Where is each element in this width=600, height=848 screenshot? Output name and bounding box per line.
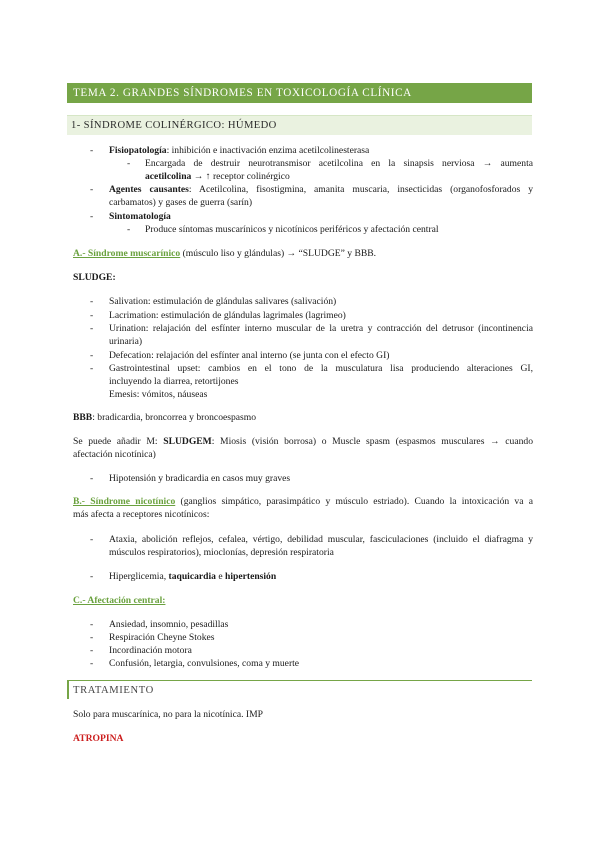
- bullet-dash: -: [90, 534, 94, 545]
- bullet-dash: -: [90, 310, 94, 321]
- muscarinico-heading-line: [73, 247, 533, 260]
- hiperglicemia-item: [109, 570, 533, 583]
- sludge-item-salivation: Salivation: estimulación de glándulas salivares (salivación): [109, 296, 337, 307]
- nicotinico-rest: (ganglios simpático, parasimpático y músculo estriado). Cuando la intoxicación va a: [175, 496, 533, 507]
- acetilcolina-bold: acetilcolina: [145, 171, 192, 182]
- sludge-item-defecation: Defecation: relajación del esfínter anal interno (se junta con el efecto GI): [109, 350, 390, 361]
- sludge-item-urination: Urination: relajación del esfínter interno muscular de la uretra y contracción del detrusor (incontinencia: [109, 323, 533, 334]
- ataxia-line2: músculos respiratorios), mioclonías, depresión respiratoria: [109, 547, 334, 558]
- agentes-text: : Acetilcolina, fisostigmina, amanita muscaria, insecticidas (organofosforados y: [188, 184, 533, 195]
- sub-bullet-dash: -: [127, 158, 131, 169]
- bullet-dash: -: [90, 363, 94, 374]
- bullet-dash: -: [90, 473, 94, 484]
- muscarinico-heading: A.- Síndrome muscarínico: [73, 248, 181, 259]
- receptor-text: → ↑ receptor colinérgico: [191, 171, 290, 182]
- bullet-dash: -: [90, 571, 94, 582]
- fisiopatologia-text: : inhibición e inactivación enzima acetilcolinesterasa: [166, 145, 370, 156]
- nicotinico-heading-line: [73, 495, 533, 508]
- taquicardia-bold: taquicardia: [168, 571, 216, 582]
- sub-bullet-dash: -: [127, 224, 131, 235]
- sludge-item-emesis: Emesis: vómitos, náuseas: [109, 389, 208, 400]
- bullet-dash: -: [90, 619, 94, 630]
- fisiopatologia-sub-line2: [145, 170, 533, 183]
- chapter-title: TEMA 2. GRANDES SÍNDROMES EN TOXICOLOGÍA CLÍNICA: [67, 83, 532, 103]
- sintomatologia-sub: Produce síntomas muscarínicos y nicotínicos periféricos y afectación central: [145, 224, 439, 235]
- nicotinico-heading: B.- Síndrome nicotínico: [73, 496, 176, 507]
- hipertension-bold: hipertensión: [225, 571, 277, 582]
- sludge-item-urination-cont: urinaria): [109, 336, 143, 347]
- hiper-mid: e: [215, 571, 226, 582]
- agentes-line2: carbamatos) y gases de guerra (sarín): [109, 197, 253, 208]
- bullet-dash: -: [90, 658, 94, 669]
- bullet-dash: -: [90, 296, 94, 307]
- sludgem-pre: Se puede añadir M:: [73, 436, 164, 447]
- agentes-label: Agentes causantes: [109, 184, 189, 195]
- atropina-heading: ATROPINA: [73, 733, 124, 744]
- sludge-item-gastrointestinal: Gastrointestinal upset: cambios en el tono de la musculatura lisa produciendo alteraciones GI,: [109, 363, 533, 374]
- sintomatologia-label: Sintomatología: [109, 211, 171, 222]
- bullet-dash: -: [90, 145, 94, 156]
- tratamiento-text: Solo para muscarínica, no para la nicotínica. IMP: [73, 709, 263, 720]
- bullet-dash: -: [90, 645, 94, 656]
- sludgem-line2: afectación nicotínica): [73, 449, 156, 460]
- central-item-respiracion: Respiración Cheyne Stokes: [109, 632, 215, 643]
- sludgem-line1: [73, 435, 533, 448]
- central-item-incordinacion: Incordinación motora: [109, 645, 192, 656]
- fisiopatologia-sub-line1: Encargada de destruir neurotransmisor acetilcolina en la sinapsis nerviosa → aumenta: [145, 158, 533, 169]
- bullet-dash: -: [90, 323, 94, 334]
- section-heading-colinergico: 1- SÍNDROME COLINÉRGICO: HÚMEDO: [67, 115, 532, 135]
- fisiopatologia-label: Fisiopatología: [109, 145, 167, 156]
- central-item-ansiedad: Ansiedad, insomnio, pesadillas: [109, 619, 229, 630]
- agentes-line1: [109, 183, 533, 196]
- bullet-dash: -: [90, 184, 94, 195]
- sludgem-rest: : Miosis (visión borrosa) o Muscle spasm (espasmos musculares → cuando: [211, 436, 533, 447]
- bullet-dash: -: [90, 632, 94, 643]
- bbb-line: [73, 411, 533, 424]
- sludge-title: SLUDGE:: [73, 272, 116, 283]
- central-item-confusion: Confusión, letargia, convulsiones, coma y muerte: [109, 658, 300, 669]
- bbb-label: BBB: [73, 412, 93, 423]
- sludge-item-gastrointestinal-cont: incluyendo la diarrea, retortijones: [109, 376, 239, 387]
- central-heading: C.- Afectación central:: [73, 595, 166, 606]
- tratamiento-heading: TRATAMIENTO: [67, 680, 532, 699]
- sludgem-bold: SLUDGEM: [163, 436, 212, 447]
- nicotinico-line2: más afecta a receptores nicotínicos:: [73, 509, 210, 520]
- bullet-dash: -: [90, 350, 94, 361]
- hipotension-item: Hipotensión y bradicardia en casos muy graves: [109, 473, 291, 484]
- bullet-dash: -: [90, 211, 94, 222]
- hiper-pre: Hiperglicemia,: [109, 571, 169, 582]
- ataxia-line1: Ataxia, abolición reflejos, cefalea, vértigo, debilidad muscular, fasciculaciones (incluido el diafragma y: [109, 534, 533, 545]
- sludge-item-lacrimation: Lacrimation: estimulación de glándulas lagrimales (lagrimeo): [109, 310, 346, 321]
- muscarinico-rest: (músculo liso y glándulas) → “SLUDGE” y BBB.: [180, 248, 377, 259]
- bbb-text: : bradicardia, broncorrea y broncoespasmo: [92, 412, 257, 423]
- fisiopatologia-item: [109, 144, 534, 157]
